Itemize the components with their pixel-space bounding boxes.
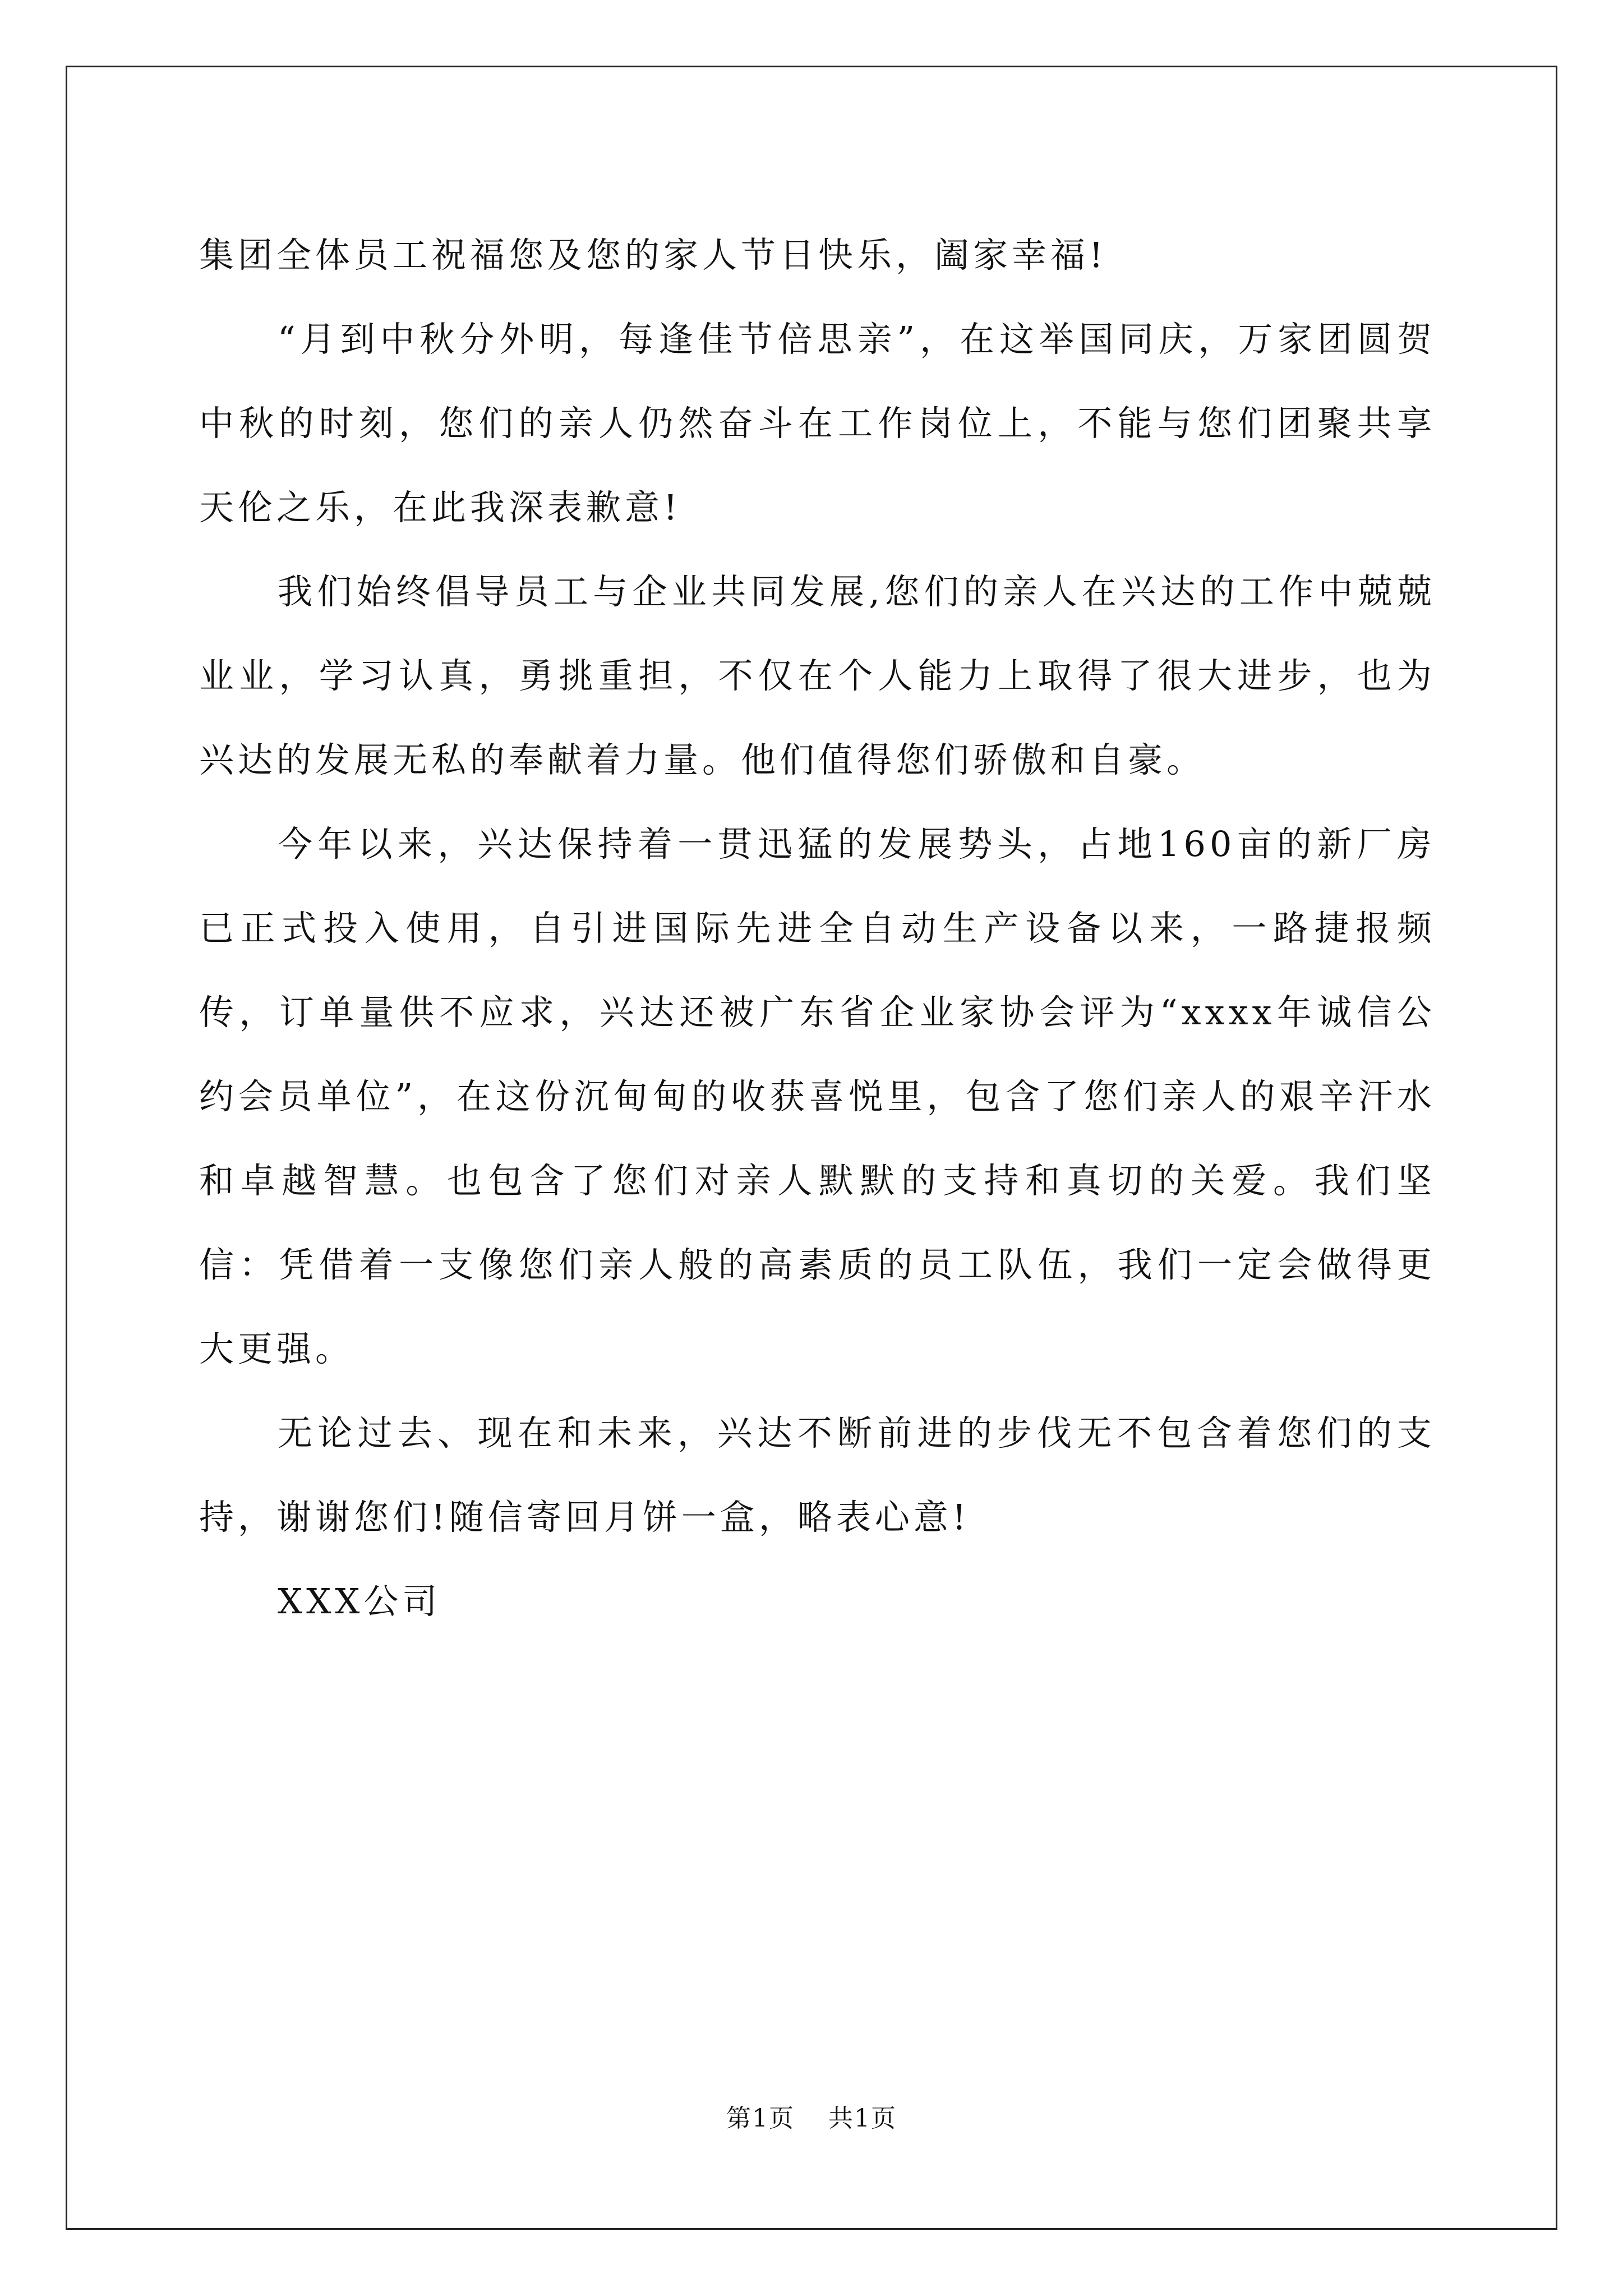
paragraph-thanks: 无论过去、现在和未来，兴达不断前进的步伐无不包含着您们的支持，谢谢您们!随信寄回月饼一盒，略表心意! [199,1412,1436,1538]
paragraph-development: 我们始终倡导员工与企业共同发展,您们的亲人在兴达的工作中兢兢业业，学习认真，勇挑重担，不仅在个人能力上取得了很大进步，也为兴达的发展无私的奉献着力量。他们值得您们骄傲和自豪。 [199,571,1436,780]
page-number: 第1页 [726,2104,795,2133]
signature: XXX公司 [278,1581,441,1622]
paragraph-mid-autumn: “月到中秋分外明，每逢佳节倍思亲”，在这举国同庆，万家团圆贺中秋的时刻，您们的亲人仍然奋斗在工作岗位上，不能与您们团聚共享天伦之乐，在此我深表歉意! [199,319,1436,528]
paragraph-greeting: 集团全体员工祝福您及您的家人节日快乐，阖家幸福! [199,234,1107,275]
letter-body [199,213,1436,1644]
page-footer [0,2098,1623,2134]
paragraph-achievements: 今年以来，兴达保持着一贯迅猛的发展势头，占地160亩的新厂房已正式投入使用，自引进国际先进全自动生产设备以来，一路捷报频传，订单量供不应求，兴达还被广东省企业家协会评为“xxxx年诚信公约会员单位”，在这份沉甸甸的收获喜悦里，包含了您们亲人的艰辛汗水和卓越智慧。也包含了您们对亲人默默的支持和真切的关爱。我们坚信：凭借着一支像您们亲人般的高素质的员工队伍，我们一定会做得更大更强。 [199,823,1436,1369]
page-total: 共1页 [828,2104,897,2133]
